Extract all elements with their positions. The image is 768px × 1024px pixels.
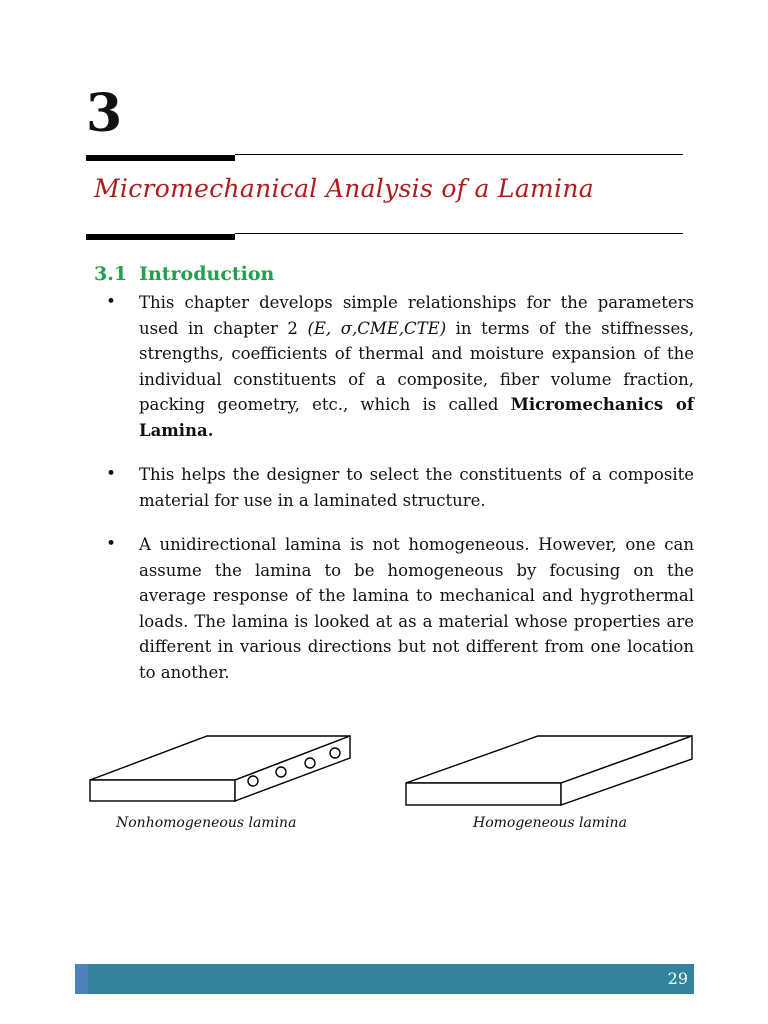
header-rule-thin-bottom — [235, 233, 683, 234]
bullet-text: A unidirectional lamina is not homogeneous. However, one can assume the lamina to be homogeneous by focusing on the average response of the lamina to mechanical and hygrothermal loads. The lamina is looked at as a material whose properties are different in various directions but not different from one location to another. — [139, 535, 694, 682]
chapter-title: Micromechanical Analysis of a Lamina — [94, 174, 594, 203]
nonhomogeneous-lamina-figure — [86, 728, 356, 808]
lamina-front-face — [90, 780, 235, 801]
figure-caption-nonhomogeneous: Nonhomogeneous lamina — [116, 815, 297, 831]
fiber-circle — [276, 767, 286, 777]
list-item — [106, 532, 694, 685]
bullet-text: This chapter develops simple relationships for the parameters used in chapter 2 (E, σ,CME,CTE) in terms of the stiffnesses, strengths, coefficients of thermal and moisture expansion of the individual constituents of a composite, fiber volume fraction, packing geometry, etc., which is called Micromechanics of Lamina. — [139, 293, 694, 440]
list-item — [106, 462, 694, 513]
fiber-circle — [330, 748, 340, 758]
parameter-math: (E, σ,CME,CTE) — [307, 318, 447, 338]
bullet-list — [106, 290, 694, 704]
bullet-dot-icon: • — [106, 464, 117, 484]
homogeneous-lamina-figure — [403, 728, 698, 810]
section-number: 3.1 — [94, 263, 128, 285]
page-number: 29 — [667, 969, 688, 988]
header-rule-thick-bottom — [86, 234, 235, 240]
list-item — [106, 290, 694, 443]
bullet-dot-icon: • — [106, 534, 117, 554]
fiber-circle — [248, 776, 258, 786]
lamina-front-face — [406, 783, 561, 805]
bullet-text: This helps the designer to select the constituents of a composite material for use in a laminated structure. — [139, 465, 694, 510]
bold-term: Micromechanics of Lamina. — [139, 395, 694, 440]
figure-caption-homogeneous: Homogeneous lamina — [473, 815, 627, 831]
fiber-circle — [305, 758, 315, 768]
header-rule-thin-top — [235, 154, 683, 155]
bullet-dot-icon: • — [106, 292, 117, 312]
footer-accent — [75, 964, 88, 994]
section-title: Introduction — [139, 263, 275, 285]
chapter-number: 3 — [86, 83, 123, 144]
footer-bar — [75, 964, 694, 994]
header-rule-thick-top — [86, 155, 235, 161]
section-heading — [94, 263, 274, 285]
